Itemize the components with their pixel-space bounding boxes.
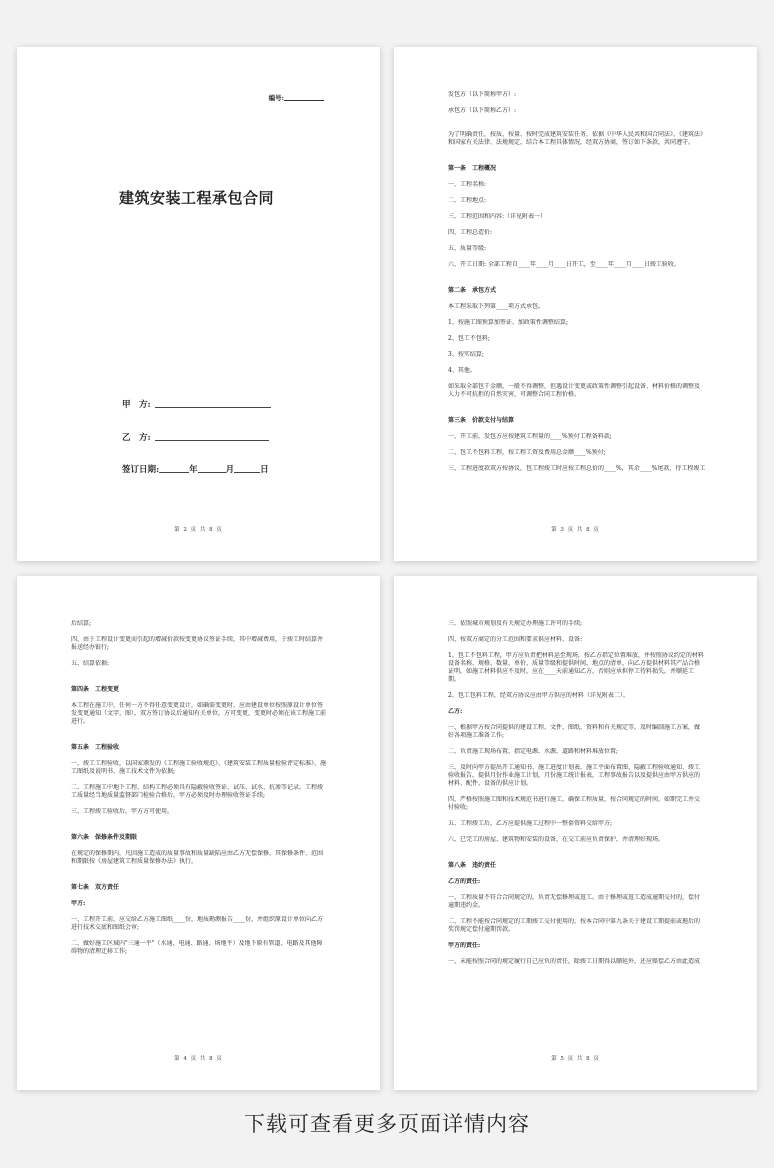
page-body [448, 91, 705, 481]
line: 本工程采取下列第____项方式承包。 [448, 303, 545, 310]
line: 五、工程竣工后，乙方应提供施工过程中一整套资料交给甲方; [448, 820, 613, 827]
article-8-title: 第八条 违约责任 [448, 862, 497, 869]
paragraph: 在规定的保修期内，凡因施工造成的质量事故和质量缺陷应由乙方无偿保修，其保修条件、范围和期限按《房屋建筑工程质量保修办法》执行。 [71, 850, 324, 865]
line: 2、包工不包料; [448, 335, 490, 342]
line: 一、开工前，发包方应按建筑工程量的____%预付工程备料款; [448, 433, 612, 440]
article-1-title: 第一条 工程概况 [448, 165, 497, 172]
line: 一、工程名称: [448, 181, 487, 188]
contract-number-blank [284, 100, 324, 101]
paragraph: 四、由于工程设计变更而引起的增减价款按变更协议签证手续，其中增减费用，于竣工时结算并报送经办银行; [71, 636, 324, 651]
page-number: 第 2 页 共 8 页 [174, 527, 223, 533]
month-label: 月 [225, 465, 235, 475]
line: 发包方（以下简称甲方）: [448, 91, 517, 98]
page-body [448, 620, 705, 974]
line: 三、工程范围和内容:（详见附表一） [448, 213, 547, 220]
line: 二、工程地点: [448, 197, 487, 204]
document-page-4 [17, 576, 380, 1090]
document-page-3 [394, 47, 757, 561]
year-label: 年 [189, 465, 198, 475]
article-4-title: 第四条 工程变更 [71, 686, 120, 693]
paragraph: 本工程在施工中，任何一方不得任意变更设计，如确需变更时，应由建设单位按照原设计单位签发变更通知（文字、图），双方签订协议后通知有关单位，方可变更，变更时必须在该工程施工前进行。 [71, 702, 327, 725]
line: 2、包工包料工程，经双方协议应由甲方供应的材料（详见附表二）。 [448, 692, 629, 699]
line: 四、按双方商定的分工范围和要求供应材料、设备: [448, 636, 583, 643]
article-2-title: 第二条 承包方式 [448, 287, 497, 294]
paragraph: 一、工程开工前，应交给乙方施工图纸____份，地质勘测报告____份，并组织原设计单位向乙方进行技术交底和图纸会审; [71, 916, 324, 931]
line: 五、质量等级: [448, 245, 487, 252]
intro-paragraph: 为了明确责任，按质、按量、按时完成建筑安装任务，依据《中华人民共和国合同法》、《建筑法》和国家有关法律、法规规定，结合本工程具体情况，经双方协商，签订如下条款，共同遵守。 [448, 131, 704, 146]
line: 一、未能按照合同的规定履行自己应负的责任，除竣工日期得以顺延外，还应赔偿乙方由此造成 [448, 958, 701, 965]
line: 三、依照城市规划及有关规定办理施工许可的手续; [448, 620, 583, 627]
paragraph: 如采取全部包干金额，一般不得调整，但遇设计变更或政策性调整引起设备、材料价格的调整及人力不可抗拒的自然灾害，可调整合同工程价格。 [448, 383, 701, 398]
download-caption: 下载可查看更多页面详情内容 [244, 1112, 530, 1136]
paragraph: 四、严格按照施工图和技术规范书进行施工，确保工程质量，按合同规定的时间，如期完工并交付验收; [448, 796, 701, 811]
page-number: 第 3 页 共 8 页 [551, 527, 600, 533]
line: 二、包工不包料工程，按工程工资及费用总金额____%预付; [448, 449, 606, 456]
article-6-title: 第六条 保修条件及期限 [71, 834, 138, 841]
contract-title: 建筑安装工程承包合同 [119, 189, 275, 207]
year-blank [159, 472, 189, 473]
paragraph: 一、工程质量不符合合同规定的，负责无偿修理或返工。由于修理或返工造成逾期交付的，偿付逾期违约金。 [448, 894, 701, 909]
article-3-title: 第三条 价款支付与结算 [448, 417, 515, 424]
party-b-label: 乙 方: [122, 433, 151, 443]
party-a-label: 甲 方: [122, 400, 151, 410]
line: 1、按施工图预算加签证、加政策性调整结算; [448, 319, 568, 326]
paragraph: 一、竣工工程验收，以国家颁发的《工程施工验收规范》、《建筑安装工程质量检验评定标准》、施工图纸及说明书、施工技术文件为依据; [71, 760, 327, 775]
line: 四、工程总造价: [448, 229, 493, 236]
line: 4、其他。 [448, 367, 476, 374]
line: 二、负责施工现场布置，指定电源、水源、道路和材料堆放位置; [448, 748, 619, 755]
party-a-resp-heading: 甲方的责任: [448, 942, 481, 949]
party-b-resp-heading: 乙方的责任: [448, 878, 481, 885]
party-b-blank [155, 440, 269, 441]
line: 六、已完工的房屋、建筑物和安装的设备，在交工前应负责保护，并清理好现场。 [448, 836, 665, 843]
line: 六、开工日期: 全部工程自____年____月____日开工，至____年____月____日竣工验收。 [448, 261, 680, 268]
sign-date-line [122, 463, 269, 475]
sign-date-label: 签订日期: [122, 465, 160, 475]
party-b-heading: 乙方: [448, 708, 463, 715]
page-number: 第 5 页 共 8 页 [551, 1056, 600, 1062]
party-a-heading: 甲方: [71, 900, 86, 907]
day-label: 日 [260, 465, 269, 475]
paragraph: 二、做好施工区域内"三通一平"（水通、电通、路通、场地平）及地下原有管道、电路及其他障碍物的清理迁移工作; [71, 940, 323, 955]
line: 三、工程进度款双方按协议，包工程竣工时应按工程总价的____%，其余____%尾款，待工程竣工 [448, 465, 705, 472]
paragraph: 二、工程不能按合同规定的工期竣工交付使用的，按本合同中第九条关于建设工期提前或拖后的奖罚规定偿付逾期罚款。 [448, 918, 701, 933]
paragraph: 一、根据甲方按合同提供的建设工程、文件、图纸、资料和有关规定等，及时编制施工方案，做好各项施工准备工作; [448, 724, 701, 739]
line: 承包方（以下简称乙方）: [448, 107, 517, 114]
line: 三、工程竣工验收后，甲方方可使用。 [71, 808, 174, 815]
paragraph: 三、及时向甲方提出开工通知书、施工进度计划表、施工平面布置图、隐蔽工程验收通知、竣工验收报告，提供月份作业施工计划，月份施工统计报表，工程事故报告以及提供应由甲方供应的材料、配件、设备的供应计划。 [448, 764, 701, 787]
party-a-line [122, 398, 271, 410]
page-body [71, 620, 328, 964]
contract-number-label: 编号: [268, 94, 284, 102]
article-7-title: 第七条 双方责任 [71, 884, 120, 891]
party-b-line [122, 431, 269, 443]
paragraph: 二、工程施工中地下工程、结构工程必须具有隐蔽验收签证、试压、试水、抗渗等记录。工程竣工质量经当地质量监督部门检验合格后，甲方必须及时办理验收签证手续; [71, 784, 324, 799]
party-a-blank [155, 407, 271, 408]
line: 3、按实结算; [448, 351, 484, 358]
day-blank [234, 472, 260, 473]
article-5-title: 第五条 工程验收 [71, 744, 120, 751]
month-blank [198, 472, 226, 473]
contract-number [269, 93, 324, 102]
document-page-cover [17, 47, 380, 561]
paragraph: 1、包工不包料工程，甲方应负责把材料运至现场，按乙方指定位置堆放，并按照协议约定的材料设备名称、规格、数量、单价、质量等级和提供时间、地点的清单，向乙方提供材料其产品合格证明。如施工材料供应不及时，应在____天前通知乙方，否则应承担停工待料损失，并顺延工期。 [448, 652, 704, 683]
line: 后结算; [71, 620, 92, 627]
line: 五、结算依据: [71, 660, 110, 667]
page-number: 第 4 页 共 8 页 [174, 1056, 223, 1062]
document-page-5 [394, 576, 757, 1090]
